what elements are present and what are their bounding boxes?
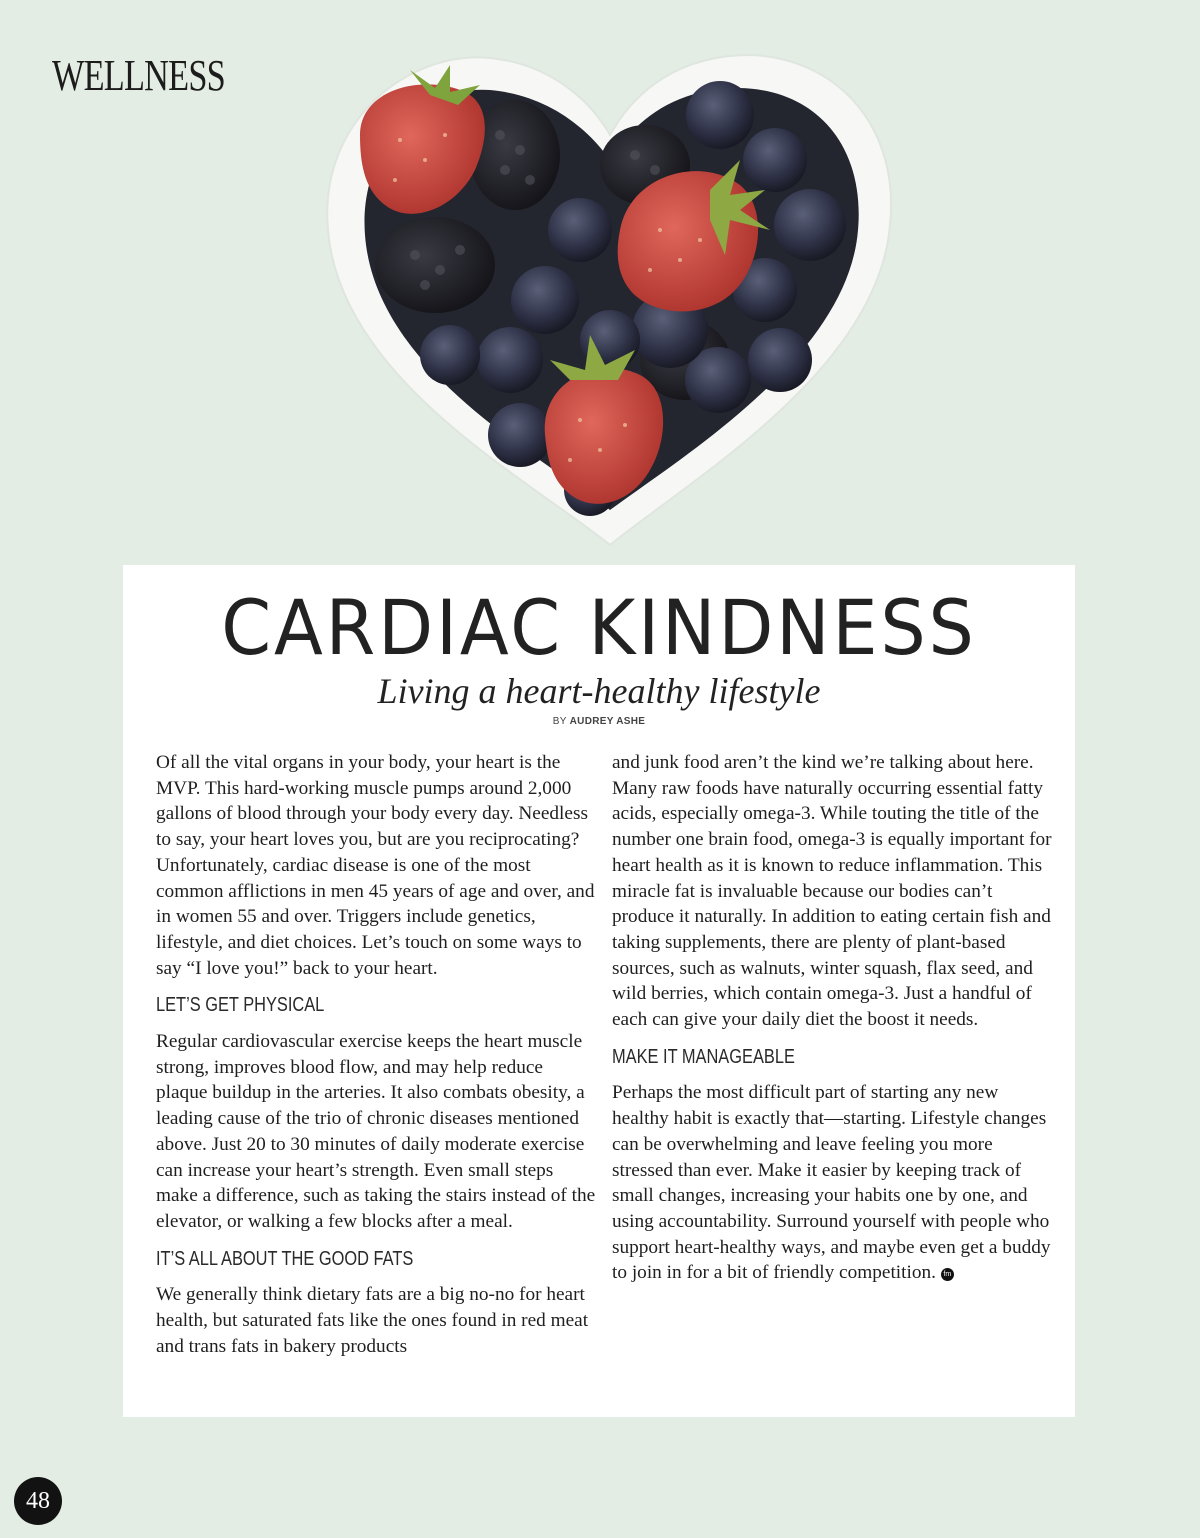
heart-bowl-berries-icon <box>300 40 920 560</box>
article-card <box>123 565 1075 1417</box>
section-body-fats-part2: and junk food aren’t the kind we’re talking about here. Many raw foods have naturally occurring essential fatty acids, especially omega-3. While touting the title of the number one brain food, omega-3 is equally important for heart health as it is known to reduce inflammation. This miracle fat is invaluable because our bodies can’t produce it naturally. In addition to eating certain fish and taking supplements, there are plenty of plant-based sources, such as walnuts, winter squash, flax seed, and wild berries, which contain omega-3. Just a handful of each can give your daily diet the boost it needs. <box>612 752 1052 1031</box>
byline <box>123 716 1075 727</box>
column-left <box>156 750 596 1359</box>
section-heading-manageable: MAKE IT MANAGEABLE <box>612 1045 795 1068</box>
intro-paragraph: Of all the vital organs in your body, your heart is the MVP. This hard-working muscle pumps around 2,000 gallons of blood through your body every day. Needless to say, your heart loves you, but are you reciprocating? Unfortunately, cardiac disease is one of the most common afflictions in men 45 years of age and over, and in women 55 and over. Triggers include genetics, lifestyle, and diet choices. Let’s touch on some ways to say “I love you!” back to your heart. <box>156 752 595 979</box>
page-number: 48 <box>14 1477 62 1525</box>
section-body-fats-part1: We generally think dietary fats are a big no-no for heart health, but saturated fats like the ones found in red meat and trans fats in bakery products <box>156 1284 589 1357</box>
section-body-manageable: Perhaps the most difficult part of starting any new healthy habit is exactly that—starting. Lifestyle changes can be overwhelming and leave feeling you more stressed than ever. Make it easier by keeping track of small changes, increasing your habits one by one, and using accountability. Surround yourself with people who support heart-healthy ways, and maybe even get a buddy to join in for a bit of friendly competition. <box>612 1082 1051 1284</box>
end-mark-icon: fm <box>941 1268 954 1281</box>
section-heading-physical: LET’S GET PHYSICAL <box>156 994 325 1017</box>
section-label: WELLNESS <box>52 51 225 100</box>
article-subtitle: Living a heart-healthy lifestyle <box>377 671 821 711</box>
section-body-manageable-wrap <box>612 1080 1052 1286</box>
section-heading-fats: IT’S ALL ABOUT THE GOOD FATS <box>156 1247 414 1270</box>
article-title: CARDIAC KINDNESS <box>221 583 977 672</box>
column-right <box>612 750 1052 1286</box>
byline-prefix: BY <box>552 716 567 727</box>
section-body-physical: Regular cardiovascular exercise keeps the heart muscle strong, improves blood flow, and may help reduce plaque buildup in the arteries. It also combats obesity, a leading cause of the trio of chronic diseases mentioned above. Just 20 to 30 minutes of daily moderate exercise can increase your heart’s strength. Even small steps make a difference, such as taking the stairs instead of the elevator, or walking a few blocks after a meal. <box>156 1031 596 1232</box>
byline-author: AUDREY ASHE <box>569 716 646 727</box>
